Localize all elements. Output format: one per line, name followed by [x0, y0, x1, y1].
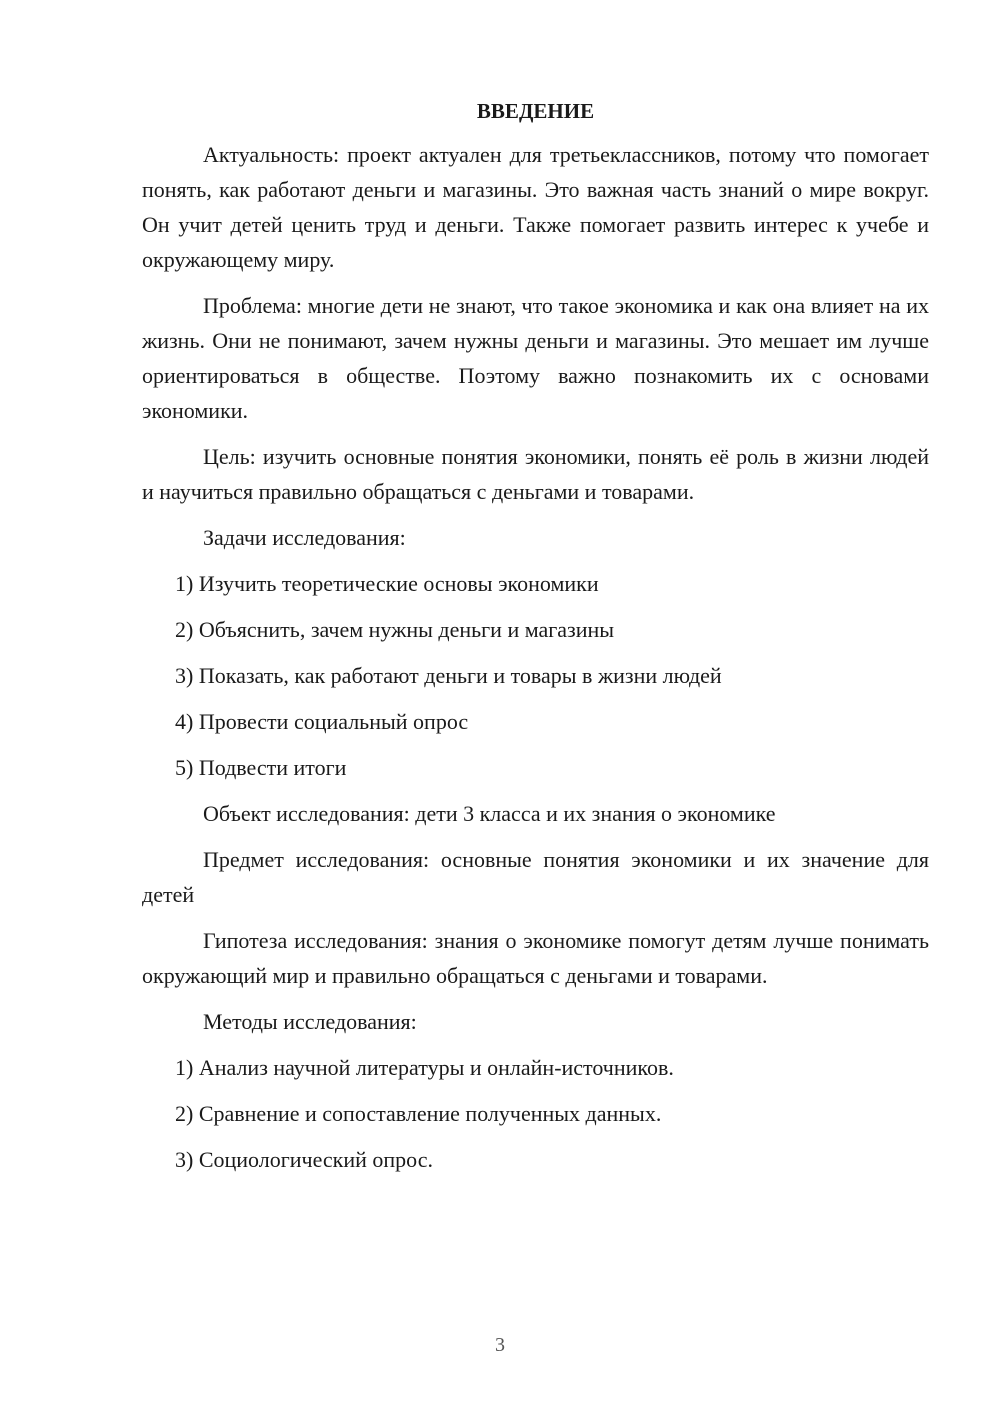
list-item: 5) Подвести итоги [175, 755, 347, 780]
list-item: 4) Провести социальный опрос [175, 709, 469, 734]
document-page [142, 96, 929, 1188]
methods-heading: Методы исследования: [203, 1009, 417, 1034]
goal-paragraph: Цель: изучить основные понятия экономики, понять её роль в жизни людей и научиться правильно обращаться с деньгами и товарами. [142, 444, 929, 504]
list-item: 1) Анализ научной литературы и онлайн-источников. [175, 1055, 674, 1080]
page-number: 3 [495, 1334, 505, 1356]
list-item: 3) Социологический опрос. [175, 1147, 433, 1172]
list-item: 1) Изучить теоретические основы экономики [175, 571, 599, 596]
list-item: 3) Показать, как работают деньги и товары в жизни людей [175, 663, 722, 688]
subject-paragraph: Предмет исследования: основные понятия экономики и их значение для детей [142, 847, 929, 907]
list-item: 2) Сравнение и сопоставление полученных данных. [175, 1101, 662, 1126]
tasks-list [142, 566, 929, 785]
list-item: 2) Объяснить, зачем нужны деньги и магазины [175, 617, 615, 642]
problem-paragraph: Проблема: многие дети не знают, что такое экономика и как она влияет на их жизнь. Они не понимают, зачем нужны деньги и магазины. Это мешает им лучше ориентироваться в обществе. Поэтому важно познакомить их с основами экономики. [142, 293, 929, 423]
methods-list [142, 1050, 929, 1177]
hypothesis-paragraph: Гипотеза исследования: знания о экономике помогут детям лучше понимать окружающий мир и правильно обращаться с деньгами и товарами. [142, 928, 929, 988]
section-title: ВВЕДЕНИЕ [476, 99, 595, 123]
tasks-heading: Задачи исследования: [203, 525, 406, 550]
object-paragraph: Объект исследования: дети 3 класса и их знания о экономике [203, 801, 776, 826]
relevance-paragraph: Актуальность: проект актуален для третьеклассников, потому что помогает понять, как работают деньги и магазины. Это важная часть знаний о мире вокруг. Он учит детей ценить труд и деньги. Также помогает развить интерес к учебе и окружающему миру. [142, 142, 929, 272]
